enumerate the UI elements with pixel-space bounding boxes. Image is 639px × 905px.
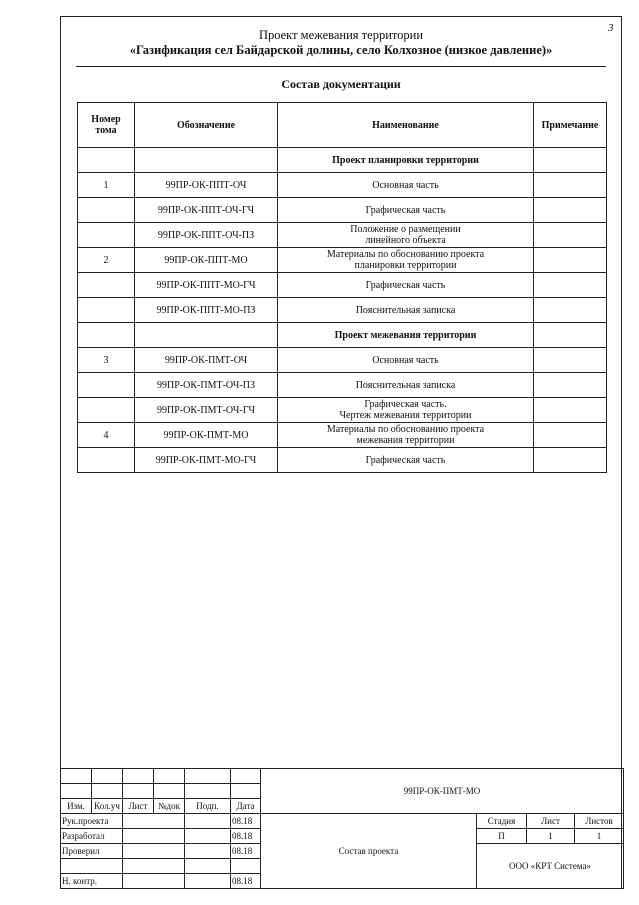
cell-note	[534, 323, 607, 348]
col-volume: Номер тома	[78, 103, 135, 148]
stamp-sheets: 1	[575, 829, 624, 844]
col-name: Наименование	[278, 103, 534, 148]
cell-volume	[78, 398, 135, 423]
stamp-date: 08.18	[231, 844, 261, 859]
cell-name: Основная часть	[278, 348, 534, 373]
header-line-1: Проект межевания территории	[258, 28, 424, 42]
cell-code	[135, 323, 278, 348]
cell-volume: 1	[78, 173, 135, 198]
cell-volume	[78, 373, 135, 398]
cell-note	[534, 173, 607, 198]
cell-name: Графическая часть	[278, 448, 534, 473]
cell-note	[534, 273, 607, 298]
table-row	[78, 248, 607, 273]
table-row	[78, 298, 607, 323]
stamp-date: 08.18	[231, 874, 261, 889]
cell-volume: 2	[78, 248, 135, 273]
cell-note	[534, 298, 607, 323]
cell-code: 99ПР-ОК-ППТ-ОЧ-ГЧ	[135, 198, 278, 223]
stamp-label-podp: Подп.	[185, 799, 231, 814]
stamp-role	[61, 859, 123, 874]
stamp-label-list: Лист	[123, 799, 154, 814]
table-row	[78, 373, 607, 398]
cell-code: 99ПР-ОК-ПМТ-ОЧ	[135, 348, 278, 373]
cell-note	[534, 223, 607, 248]
cell-note	[534, 398, 607, 423]
composition-table	[77, 102, 607, 473]
stamp-role: Проверил	[61, 844, 123, 859]
cell-name: Основная часть	[278, 173, 534, 198]
section-row	[78, 323, 607, 348]
cell-volume	[78, 198, 135, 223]
cell-name: Проект планировки территории	[278, 148, 534, 173]
col-code: Обозначение	[135, 103, 278, 148]
cell-volume: 3	[78, 348, 135, 373]
cell-note	[534, 423, 607, 448]
cell-code: 99ПР-ОК-ПМТ-ОЧ-ГЧ	[135, 398, 278, 423]
col-note: Примечание	[534, 103, 607, 148]
cell-code: 99ПР-ОК-ППТ-МО-ГЧ	[135, 273, 278, 298]
stamp-role: Н. контр.	[61, 874, 123, 889]
cell-note	[534, 148, 607, 173]
section-row	[78, 148, 607, 173]
table-row	[78, 223, 607, 248]
cell-note	[534, 373, 607, 398]
header-rule	[76, 66, 606, 67]
table-row	[78, 398, 607, 423]
cell-volume	[78, 273, 135, 298]
cell-code: 99ПР-ОК-ППТ-ОЧ	[135, 173, 278, 198]
table-header-row	[78, 103, 607, 148]
header-line-2: «Газификация сел Байдарской долины, село Колхозное (низкое давление)»	[129, 43, 553, 57]
cell-volume	[78, 148, 135, 173]
stamp-label-izm: Изм.	[61, 799, 92, 814]
cell-code: 99ПР-ОК-ПМТ-МО-ГЧ	[135, 448, 278, 473]
cell-note	[534, 448, 607, 473]
cell-note	[534, 248, 607, 273]
cell-name: Материалы по обоснованию проекта межевания территории	[278, 423, 534, 448]
cell-code: 99ПР-ОК-ППТ-ОЧ-ПЗ	[135, 223, 278, 248]
stamp-label-ndok: №док	[154, 799, 185, 814]
stamp-date: 08.18	[231, 829, 261, 844]
stamp-stage: П	[477, 829, 527, 844]
stamp-document-code: 99ПР-ОК-ПМТ-МО	[261, 769, 624, 814]
cell-code: 99ПР-ОК-ПМТ-МО	[135, 423, 278, 448]
stamp-sheet: 1	[527, 829, 575, 844]
table-row	[78, 448, 607, 473]
cell-volume	[78, 223, 135, 248]
cell-name: Пояснительная записка	[278, 373, 534, 398]
cell-name: Проект межевания территории	[278, 323, 534, 348]
title-block	[60, 768, 624, 889]
stamp-title: Состав проекта	[261, 814, 477, 889]
cell-volume: 4	[78, 423, 135, 448]
stamp-role: Рук.проекта	[61, 814, 123, 829]
stamp-date: 08.18	[231, 814, 261, 829]
cell-note	[534, 198, 607, 223]
table-row	[78, 198, 607, 223]
stamp-date	[231, 859, 261, 874]
table-row	[78, 423, 607, 448]
stamp-label-kol: Кол.уч	[92, 799, 123, 814]
cell-code	[135, 148, 278, 173]
stamp-stage-label: Стадия	[477, 814, 527, 829]
stamp-sheets-label: Листов	[575, 814, 624, 829]
cell-note	[534, 348, 607, 373]
cell-code: 99ПР-ОК-ПМТ-ОЧ-ПЗ	[135, 373, 278, 398]
cell-name: Графическая часть	[278, 198, 534, 223]
cell-name: Графическая часть. Чертеж межевания территории	[278, 398, 534, 423]
cell-name: Положение о размещении линейного объекта	[278, 223, 534, 248]
stamp-organization: ООО «КРТ Система»	[477, 844, 624, 889]
cell-code: 99ПР-ОК-ППТ-МО	[135, 248, 278, 273]
cell-name: Пояснительная записка	[278, 298, 534, 323]
document-title: Состав документации	[281, 77, 401, 91]
table-row	[78, 273, 607, 298]
cell-volume	[78, 298, 135, 323]
table-row	[78, 348, 607, 373]
stamp-sheet-label: Лист	[527, 814, 575, 829]
cell-code: 99ПР-ОК-ППТ-МО-ПЗ	[135, 298, 278, 323]
table-row	[78, 173, 607, 198]
cell-name: Графическая часть	[278, 273, 534, 298]
stamp-label-date: Дата	[231, 799, 261, 814]
stamp-role: Разработал	[61, 829, 123, 844]
sheet-number: 3	[608, 22, 614, 34]
cell-name: Материалы по обоснованию проекта планировки территории	[278, 248, 534, 273]
cell-volume	[78, 323, 135, 348]
cell-volume	[78, 448, 135, 473]
